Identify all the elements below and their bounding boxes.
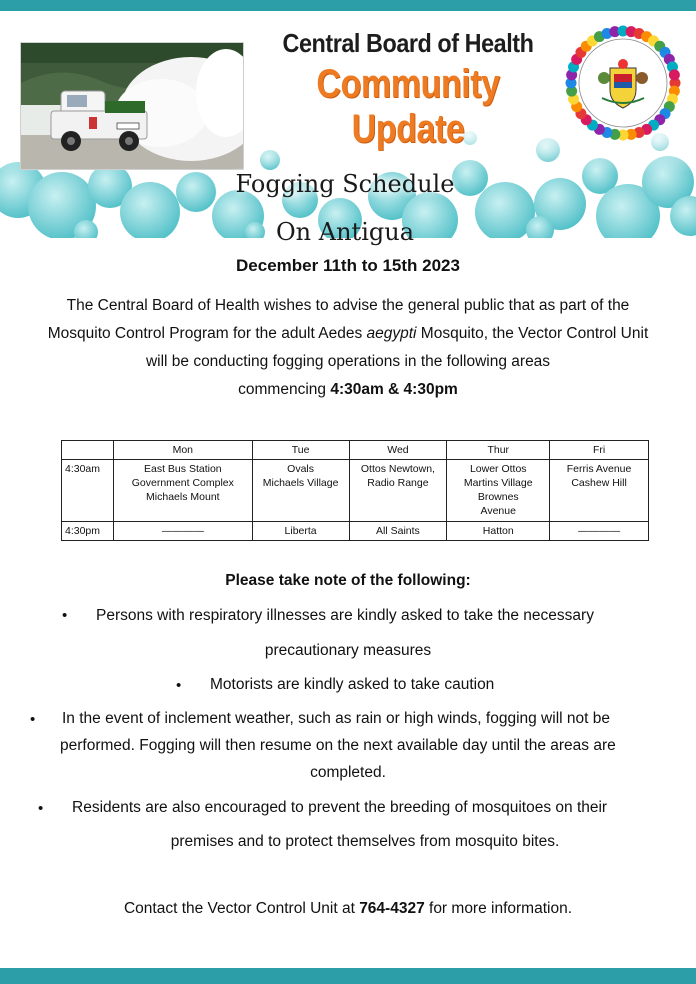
intro-paragraph	[8, 292, 688, 404]
area-name: Michaels Village	[262, 477, 339, 489]
header-cell: Fri	[550, 441, 649, 460]
contact-line	[0, 900, 696, 918]
schedule-cell	[113, 460, 252, 522]
area-name: Cashew Hill	[571, 477, 627, 489]
schedule-cell: Hatton	[447, 522, 550, 541]
note-item-1-line2: precautionary measures	[264, 642, 432, 659]
phone-number: 764-4327	[359, 900, 425, 917]
species-name: aegypti	[366, 325, 417, 342]
bullet-marker: •	[38, 800, 44, 817]
area-name: Radio Range	[367, 477, 429, 489]
area-name: Government Complex	[131, 477, 234, 489]
schedule-cell	[550, 460, 649, 522]
header-cell: Thur	[447, 441, 550, 460]
intro-line	[8, 320, 688, 348]
area-name: Ovals	[287, 463, 315, 475]
contact-text: for more information.	[424, 900, 573, 917]
intro-line: will be conducting fogging operations in the following areas	[145, 353, 551, 370]
schedule-title-line1: Fogging Schedule	[235, 170, 455, 198]
note-item-3-line1: In the event of inclement weather, such as rain or high winds, fogging will not be	[62, 710, 610, 727]
area-name: Ottos Newtown,	[360, 463, 435, 475]
banner-title: Community Update	[316, 62, 500, 151]
schedule-cell: All Saints	[349, 522, 447, 541]
time-cell: 4:30am	[62, 460, 114, 522]
bottom-accent-bar	[0, 968, 696, 984]
header-cell: Tue	[252, 441, 349, 460]
schedule-cell	[349, 460, 447, 522]
area-name: Avenue	[480, 505, 516, 517]
schedule-cell	[447, 460, 550, 522]
notes-heading: Please take note of the following:	[225, 572, 471, 589]
header-cell: Mon	[113, 441, 252, 460]
intro-text: Mosquito Control Program for the adult Aedes	[47, 325, 367, 342]
area-name: East Bus Station	[144, 463, 222, 475]
time-cell: 4:30pm	[62, 522, 114, 541]
area-name: Ferris Avenue	[566, 463, 632, 475]
note-item-1-line1: Persons with respiratory illnesses are kindly asked to take the necessary	[96, 607, 594, 624]
start-times: 4:30am & 4:30pm	[330, 381, 458, 398]
board-seal-logo	[562, 22, 684, 144]
top-accent-bar	[0, 0, 696, 11]
table-row	[62, 460, 649, 522]
bullet-marker: •	[62, 607, 68, 624]
note-item-2: Motorists are kindly asked to take caution	[210, 676, 495, 693]
note-item-4-line2: premises and to protect themselves from mosquito bites.	[170, 833, 560, 850]
intro-line	[8, 376, 688, 404]
bullet-marker: •	[30, 711, 36, 728]
date-range: December 11th to 15th 2023	[236, 256, 460, 275]
contact-text: Contact the Vector Control Unit at	[123, 900, 360, 917]
schedule-title-line2: On Antigua	[276, 218, 414, 246]
schedule-cell	[252, 460, 349, 522]
note-item-3-line3: completed.	[310, 764, 386, 781]
fogging-truck-photo	[20, 42, 244, 170]
schedule-cell: ————	[550, 522, 649, 541]
note-item-4-line1: Residents are also encouraged to prevent the breeding of mosquitoes on their	[72, 799, 608, 816]
organization-name: Central Board of Health	[282, 28, 534, 58]
intro-line: The Central Board of Health wishes to advise the general public that as part of the	[66, 297, 630, 314]
note-item-3-line2: performed. Fogging will then resume on the next available day until the areas are	[60, 737, 616, 754]
table-row	[62, 522, 649, 541]
bullet-marker: •	[176, 677, 182, 694]
header-cell	[62, 441, 114, 460]
header-cell: Wed	[349, 441, 447, 460]
intro-text: commencing	[238, 381, 331, 398]
area-name: Brownes	[477, 491, 519, 503]
schedule-cell: Liberta	[252, 522, 349, 541]
area-name: Michaels Mount	[146, 491, 220, 503]
area-name: Lower Ottos	[469, 463, 527, 475]
table-header-row	[62, 441, 649, 460]
intro-text: Mosquito, the Vector Control Unit	[416, 325, 649, 342]
schedule-cell: ————	[113, 522, 252, 541]
fogging-schedule-table	[61, 440, 649, 541]
area-name: Martins Village	[463, 477, 533, 489]
